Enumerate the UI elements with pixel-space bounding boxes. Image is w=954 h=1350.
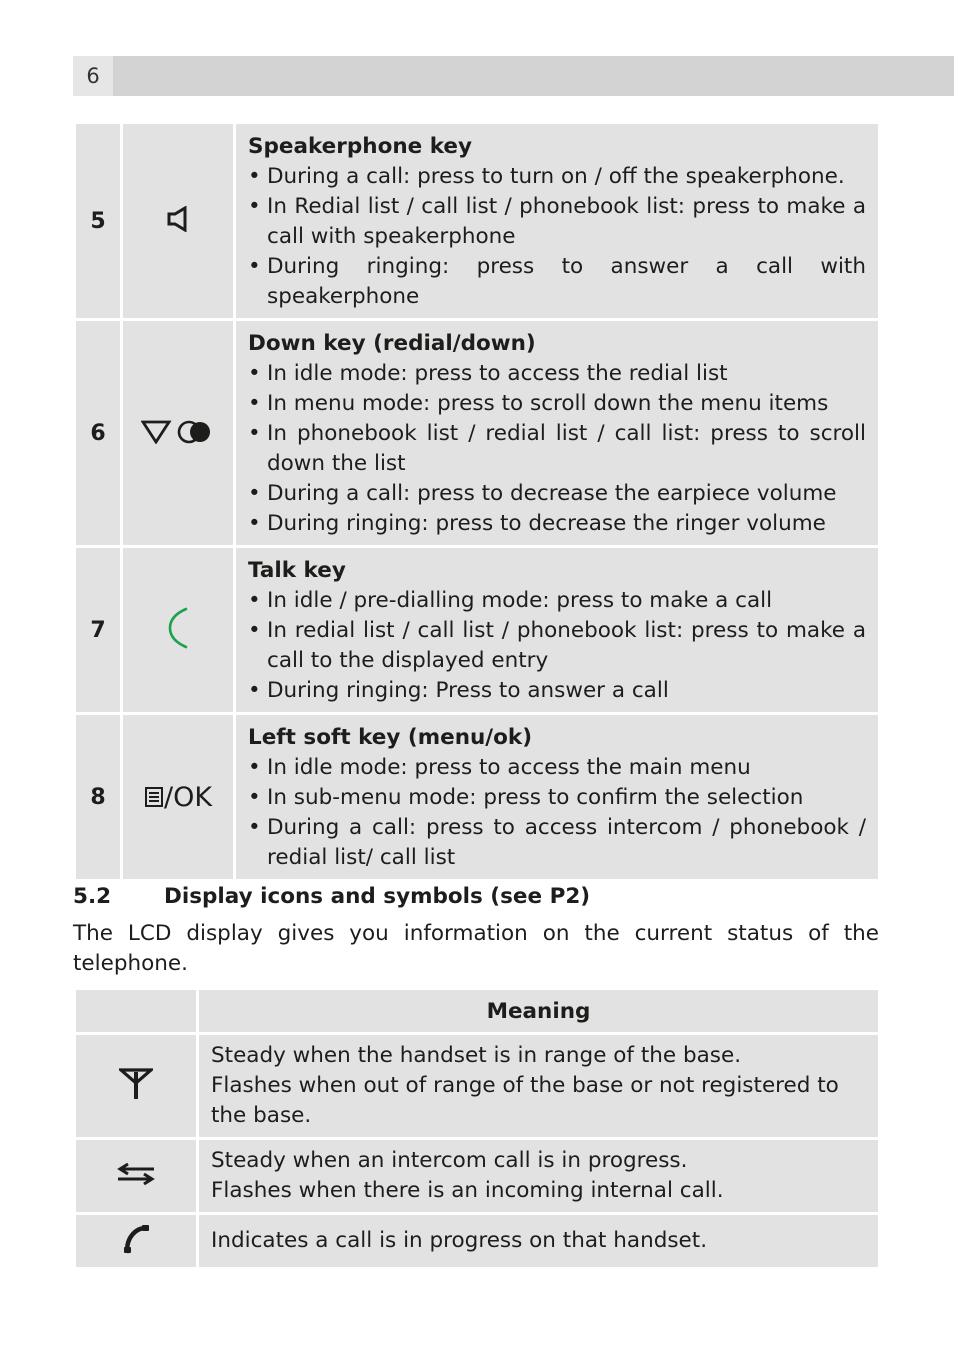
list-item: • In redial list / call list / phonebook list: press to make a call to the displayed entry	[248, 616, 866, 676]
page-number: 6	[73, 56, 113, 96]
key-title: Down key (redial/down)	[248, 331, 536, 356]
meaning-line: Steady when an intercom call is in progress.	[211, 1148, 688, 1173]
meaning-line: Indicates a call is in progress on that handset.	[211, 1228, 708, 1253]
page-header-bar	[73, 56, 954, 96]
meaning-column-header: Meaning	[199, 990, 878, 1032]
key-title: Left soft key (menu/ok)	[248, 725, 533, 750]
icon-column-header	[76, 990, 196, 1032]
list-item: • During a call: press to access intercom / phonebook / redial list/ call list	[248, 813, 866, 873]
talk-icon	[166, 606, 190, 650]
table-row	[76, 124, 878, 318]
section-intro: The LCD display gives you information on the current status of the telephone.	[73, 921, 879, 976]
table-row	[76, 321, 878, 545]
call-in-progress-icon	[122, 1224, 150, 1254]
section-number: 5.2	[73, 884, 112, 909]
table-header-row	[76, 990, 878, 1032]
list-item: • In sub-menu mode: press to confirm the selection	[248, 783, 866, 813]
down-volume-icon	[141, 418, 215, 444]
intercom-icon	[116, 1162, 156, 1186]
meaning-line: Steady when the handset is in range of the base.	[211, 1043, 742, 1068]
list-item: • In menu mode: press to scroll down the menu items	[248, 389, 866, 419]
key-description-list	[248, 162, 866, 312]
menu-ok-icon	[144, 782, 212, 813]
key-number: 7	[76, 548, 120, 712]
list-item: • During a call: press to decrease the earpiece volume	[248, 479, 866, 509]
menu-list-icon	[144, 786, 164, 808]
list-item: • In Redial list / call list / phonebook list: press to make a call with speakerphone	[248, 192, 866, 252]
list-item: • During a call: press to turn on / off the speakerphone.	[248, 162, 866, 192]
table-row	[76, 1215, 878, 1267]
menu-ok-label: /OK	[163, 781, 213, 813]
table-row	[76, 1140, 878, 1212]
list-item: • In idle mode: press to access the main menu	[248, 753, 866, 783]
list-item: • In idle mode: press to access the redial list	[248, 359, 866, 389]
key-description-list	[248, 753, 866, 873]
meaning-line: Flashes when there is an incoming internal call.	[211, 1178, 724, 1203]
antenna-icon	[119, 1067, 153, 1101]
key-number: 6	[76, 321, 120, 545]
table-row	[76, 715, 878, 879]
key-description-list	[248, 586, 866, 706]
table-row	[76, 548, 878, 712]
section-title: Display icons and symbols (see P2)	[164, 884, 591, 909]
key-number: 8	[76, 715, 120, 879]
list-item: • During ringing: press to decrease the ringer volume	[248, 509, 866, 539]
key-title: Talk key	[248, 558, 346, 583]
key-description-list	[248, 359, 866, 539]
section-heading	[73, 884, 590, 909]
list-item: • In idle / pre-dialling mode: press to make a call	[248, 586, 866, 616]
keys-table	[73, 121, 881, 882]
display-icons-table	[73, 987, 881, 1270]
list-item: • During ringing: Press to answer a call	[248, 676, 866, 706]
table-row	[76, 1035, 878, 1137]
speaker-icon	[166, 206, 190, 232]
meaning-line: Flashes when out of range of the base or not registered to the base.	[211, 1073, 839, 1128]
list-item: • During ringing: press to answer a call with speakerphone	[248, 252, 866, 312]
key-title: Speakerphone key	[248, 134, 473, 159]
key-number: 5	[76, 124, 120, 318]
list-item: • In phonebook list / redial list / call list: press to scroll down the list	[248, 419, 866, 479]
